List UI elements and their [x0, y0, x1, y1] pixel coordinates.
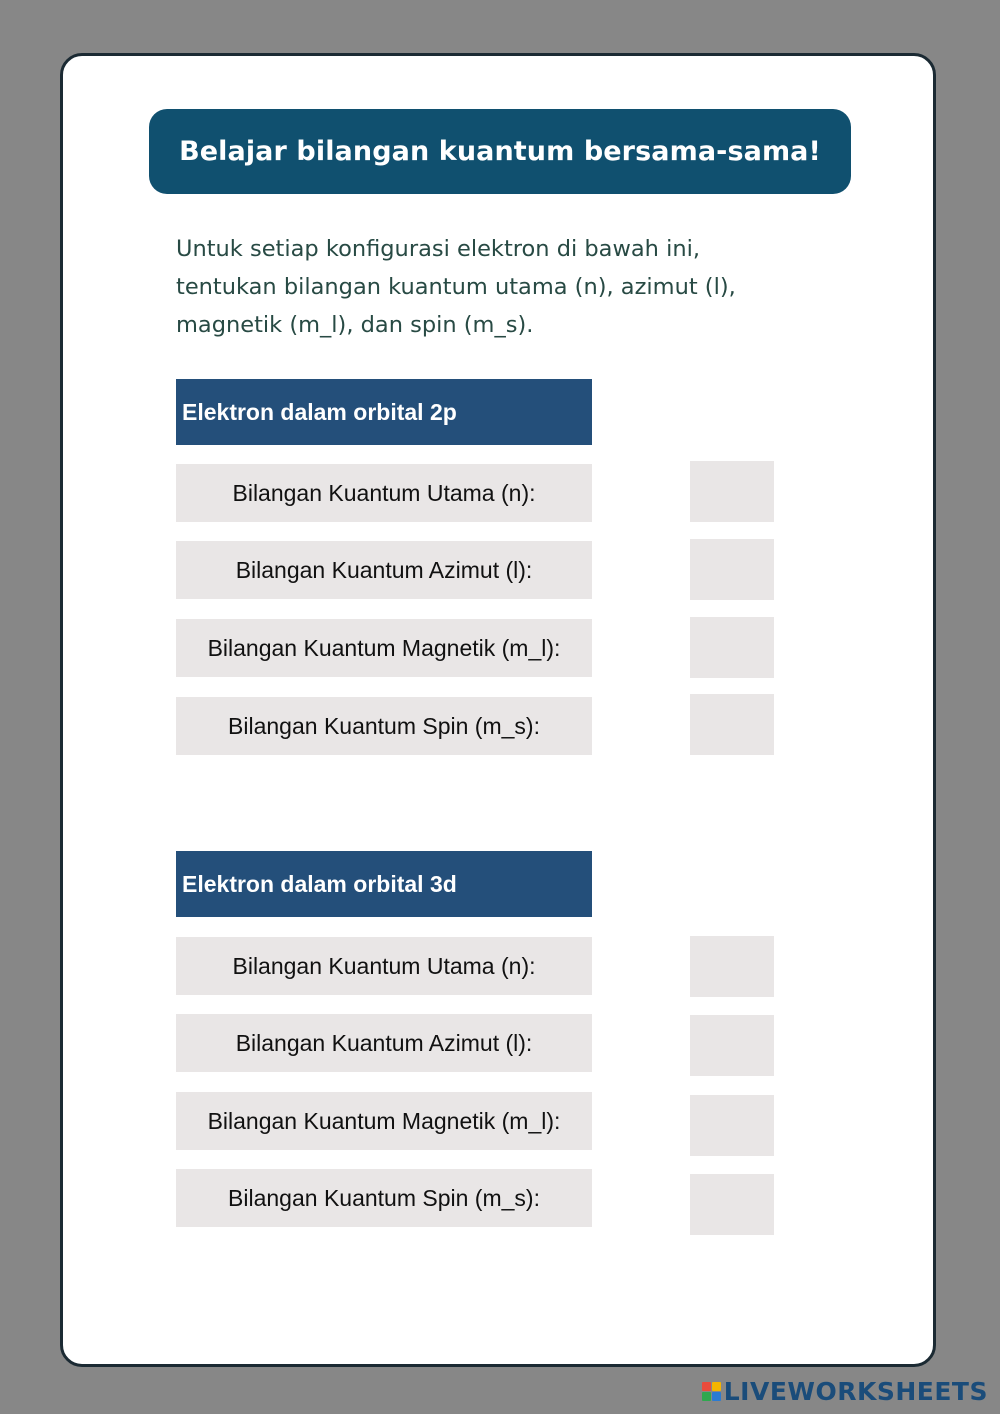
answer-box-principal-2p[interactable]: [690, 461, 774, 522]
logo-tile: [712, 1382, 721, 1391]
instructions-line: magnetik (m_l), dan spin (m_s).: [176, 312, 534, 338]
label-principal-quantum-number: Bilangan Kuantum Utama (n):: [176, 937, 592, 995]
logo-tile: [712, 1392, 721, 1401]
logo-tile: [702, 1392, 711, 1401]
answer-box-principal-3d[interactable]: [690, 936, 774, 997]
logo-tile: [702, 1382, 711, 1391]
answer-box-azimuthal-2p[interactable]: [690, 539, 774, 600]
label-magnetic-quantum-number: Bilangan Kuantum Magnetik (m_l):: [176, 619, 592, 677]
section-header-3d: Elektron dalam orbital 3d: [176, 851, 592, 917]
liveworksheets-brand: [702, 1374, 988, 1408]
instructions-line: Untuk setiap konfigurasi elektron di bawah ini,: [176, 236, 700, 262]
label-spin-quantum-number: Bilangan Kuantum Spin (m_s):: [176, 1169, 592, 1227]
answer-box-spin-2p[interactable]: [690, 694, 774, 755]
label-azimuthal-quantum-number: Bilangan Kuantum Azimut (l):: [176, 1014, 592, 1072]
worksheet-title: Belajar bilangan kuantum bersama-sama!: [149, 109, 851, 194]
section-header-2p: Elektron dalam orbital 2p: [176, 379, 592, 445]
answer-box-magnetic-2p[interactable]: [690, 617, 774, 678]
brand-name: LIVEWORKSHEETS: [723, 1376, 988, 1406]
liveworksheets-logo-icon: [702, 1382, 721, 1401]
instructions-line: tentukan bilangan kuantum utama (n), azimut (l),: [176, 274, 736, 300]
instructions: [176, 230, 836, 344]
label-principal-quantum-number: Bilangan Kuantum Utama (n):: [176, 464, 592, 522]
label-azimuthal-quantum-number: Bilangan Kuantum Azimut (l):: [176, 541, 592, 599]
answer-box-spin-3d[interactable]: [690, 1174, 774, 1235]
label-magnetic-quantum-number: Bilangan Kuantum Magnetik (m_l):: [176, 1092, 592, 1150]
answer-box-magnetic-3d[interactable]: [690, 1095, 774, 1156]
label-spin-quantum-number: Bilangan Kuantum Spin (m_s):: [176, 697, 592, 755]
answer-box-azimuthal-3d[interactable]: [690, 1015, 774, 1076]
